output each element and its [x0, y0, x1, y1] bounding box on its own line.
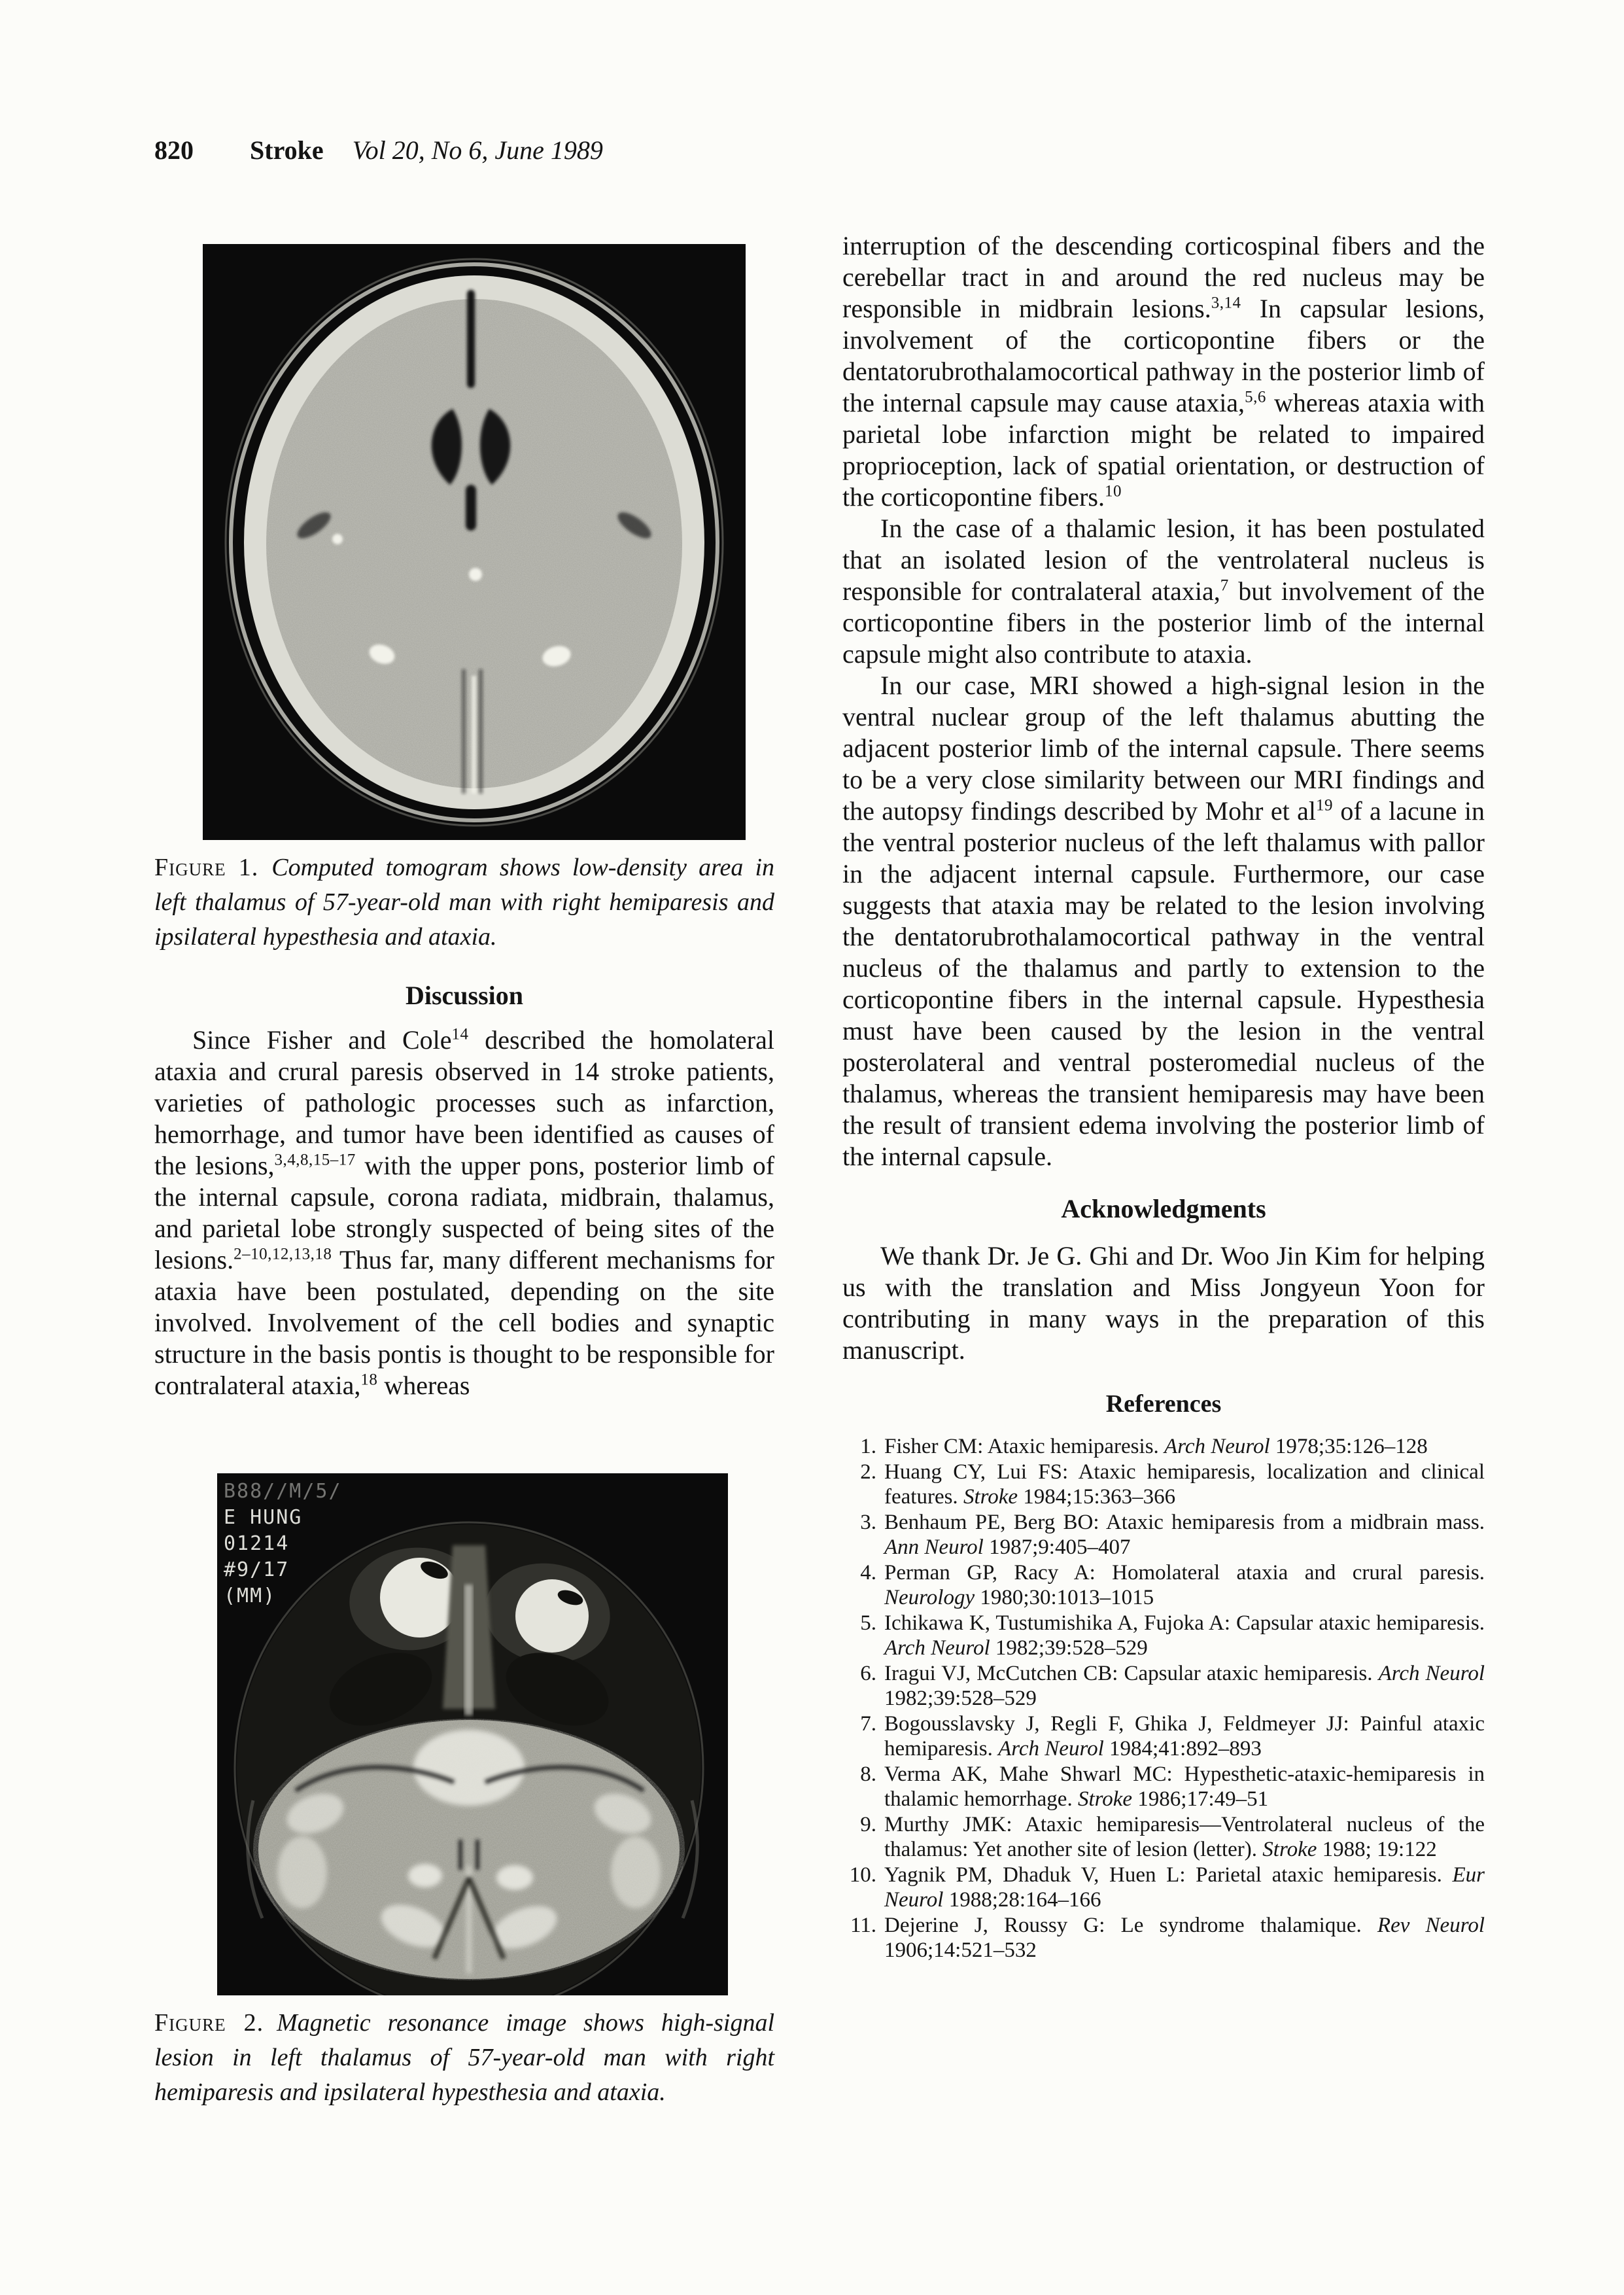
reference-number: 10. [849, 1863, 876, 1887]
reference-item [842, 1762, 1485, 1812]
ct-scan-graphic [203, 244, 746, 840]
reference-text: Dejerine J, Roussy G: Le syndrome thalamique. Rev Neurol 1906;14:521–532 [884, 1913, 1485, 1962]
figure2-caption-text: Magnetic resonance image shows high-signal lesion in left thalamus of 57-year-old man with right hemiparesis and ipsilateral hypesthesia and ataxia. [154, 2009, 775, 2106]
mri-overlay-line: 01214 [224, 1532, 290, 1555]
reference-number: 2. [860, 1460, 876, 1484]
discussion-section [154, 1025, 774, 1401]
mri-overlay-line: B88//M/5/ [224, 1480, 342, 1503]
discussion-paragraph: Since Fisher and Cole$^{14}$ described the homolateral ataxia and crural paresis observed in 14 stroke patients, varieties of pathologic processes such as infarction, hemorrhage, and tumor have been identified as causes of the lesions,$^{3,4,8,15-17}$ with the upper pons, posterior limb of the internal capsule, corona radiata, midbrain, thalamus, and parietal lobe strongly suspected of being sites of the lesions.$^{2-10,12,13,18}$ Thus far, many different mechanisms for ataxia have been postulated, depending on the site involved. Involvement of the cell bodies and synaptic structure in the basis pontis is thought to be responsible for contralateral ataxia,$^{18}$ whereas [154, 1025, 775, 1400]
reference-item [842, 1560, 1485, 1611]
reference-item [842, 1711, 1485, 1762]
reference-text: Perman GP, Racy A: Homolateral ataxia and crural paresis. Neurology 1980;30:1013–1015 [884, 1560, 1485, 1609]
reference-number: 11. [850, 1913, 876, 1937]
right-column [842, 230, 1485, 1963]
figure1-caption-text: Computed tomogram shows low-density area in left thalamus of 57-year-old man with right hemiparesis and ipsilateral hypesthesia and ataxia. [154, 854, 775, 951]
body-paragraph: In the case of a thalamic lesion, it has been postulated that an isolated lesion of the ventrolateral nucleus is responsible for contralateral ataxia,$^7$ but involvement of the corticopontine fibers in the posterior limb of the internal capsule might also contribute to ataxia. [842, 514, 1485, 669]
discussion-heading: Discussion [405, 981, 524, 1010]
reference-text: Huang CY, Lui FS: Ataxic hemiparesis, localization and clinical features. Stroke 1984;15:363–366 [884, 1460, 1485, 1509]
reference-item [842, 1661, 1485, 1711]
acknowledgments-text: We thank Dr. Je G. Ghi and Dr. Woo Jin Kim for helping us with the translation and Miss Jongyeun Yoon for contributing in many ways in the preparation of this manuscript. [842, 1241, 1485, 1365]
references-heading: References [1105, 1390, 1222, 1418]
page-number: 820 [154, 135, 194, 165]
reference-list [842, 1434, 1485, 1963]
reference-text: Yagnik PM, Dhaduk V, Huen L: Parietal ataxic hemiparesis. Eur Neurol 1988;28:164–166 [884, 1863, 1485, 1912]
reference-number: 6. [860, 1661, 876, 1685]
reference-number: 3. [860, 1510, 876, 1534]
reference-item [842, 1510, 1485, 1560]
reference-text: Iragui VJ, McCutchen CB: Capsular ataxic hemiparesis. Arch Neurol 1982;39:528–529 [884, 1661, 1485, 1710]
reference-item [842, 1434, 1485, 1460]
reference-text: Ichikawa K, Tustumishika A, Fujoka A: Capsular ataxic hemiparesis. Arch Neurol 1982;39:528–529 [884, 1611, 1485, 1660]
reference-item [842, 1863, 1485, 1913]
journal-name: Stroke [250, 135, 324, 165]
figure1-caption [154, 850, 774, 955]
figure2-caption [154, 2006, 774, 2110]
mri-overlay-line: #9/17 [224, 1558, 290, 1581]
body-paragraph: interruption of the descending corticospinal fibers and the cerebellar tract in and around the red nucleus may be responsible in midbrain lesions.$^{3,14}$ In capsular lesions, involvement of the corticopontine fibers or the dentatorubrothalamocortical pathway in the posterior limb of the internal capsule may cause ataxia,$^{5,6}$ whereas ataxia with parietal lobe infarction might be related to impaired proprioception, lack of spatial orientation, or destruction of the corticopontine fibers.$^{10}$ [842, 231, 1485, 512]
reference-number: 1. [860, 1435, 876, 1458]
mri-overlay-text [224, 1479, 342, 1609]
reference-number: 4. [860, 1560, 876, 1585]
reference-number: 7. [860, 1711, 876, 1736]
reference-text: Verma AK, Mahe Shwarl MC: Hypesthetic-ataxic-hemiparesis in thalamic hemorrhage. Stroke 1986;17:49–51 [884, 1762, 1485, 1811]
reference-item [842, 1913, 1485, 1963]
reference-number: 8. [860, 1762, 876, 1786]
reference-item [842, 1611, 1485, 1661]
figure1-label: Figure 1. [154, 854, 259, 881]
mri-scan-image [217, 1473, 728, 1995]
reference-text: Murthy JMK: Ataxic hemiparesis—Ventrolateral nucleus of the thalamus: Yet another site of lesion (letter). Stroke 1988; 19:122 [884, 1812, 1485, 1861]
issue-info: Vol 20, No 6, June 1989 [352, 135, 603, 165]
mri-overlay-line: (MM) [224, 1585, 277, 1607]
figure2-label: Figure 2. [154, 2009, 264, 2037]
reference-item [842, 1460, 1485, 1510]
reference-text: Fisher CM: Ataxic hemiparesis. Arch Neurol 1978;35:126–128 [884, 1435, 1428, 1458]
reference-text: Bogousslavsky J, Regli F, Ghika J, Feldmeyer JJ: Painful ataxic hemiparesis. Arch Neurol 1984;41:892–893 [884, 1711, 1485, 1761]
body-paragraph: In our case, MRI showed a high-signal lesion in the ventral nuclear group of the left thalamus abutting the adjacent posterior limb of the internal capsule. There seems to be a very close similarity between our MRI findings and the autopsy findings described by Mohr et $al^{19}$ of a lacune in the ventral posterior nucleus of the left thalamus with pallor in the adjacent internal capsule. Furthermore, our case suggests that ataxia may be related to the lesion involving the dentatorubrothalamocortical pathway in the ventral nucleus of the thalamus and partly to extension to the corticopontine fibers in the internal capsule. Hypesthesia must have been caused by the lesion in the ventral posterolateral and ventral posteromedial nucleus of the thalamus, whereas the transient hemiparesis may have been the result of transient edema involving the posterior limb of the internal capsule. [842, 671, 1485, 1171]
reference-item [842, 1812, 1485, 1863]
reference-number: 9. [860, 1812, 876, 1836]
ct-scan-image [203, 244, 746, 840]
acknowledgments-heading: Acknowledgments [1061, 1194, 1266, 1223]
running-head [154, 135, 603, 166]
reference-text: Benhaum PE, Berg BO: Ataxic hemiparesis from a midbrain mass. Ann Neurol 1987;9:405–407 [884, 1510, 1485, 1559]
reference-number: 5. [860, 1611, 876, 1635]
mri-overlay-line: E HUNG [224, 1506, 303, 1529]
